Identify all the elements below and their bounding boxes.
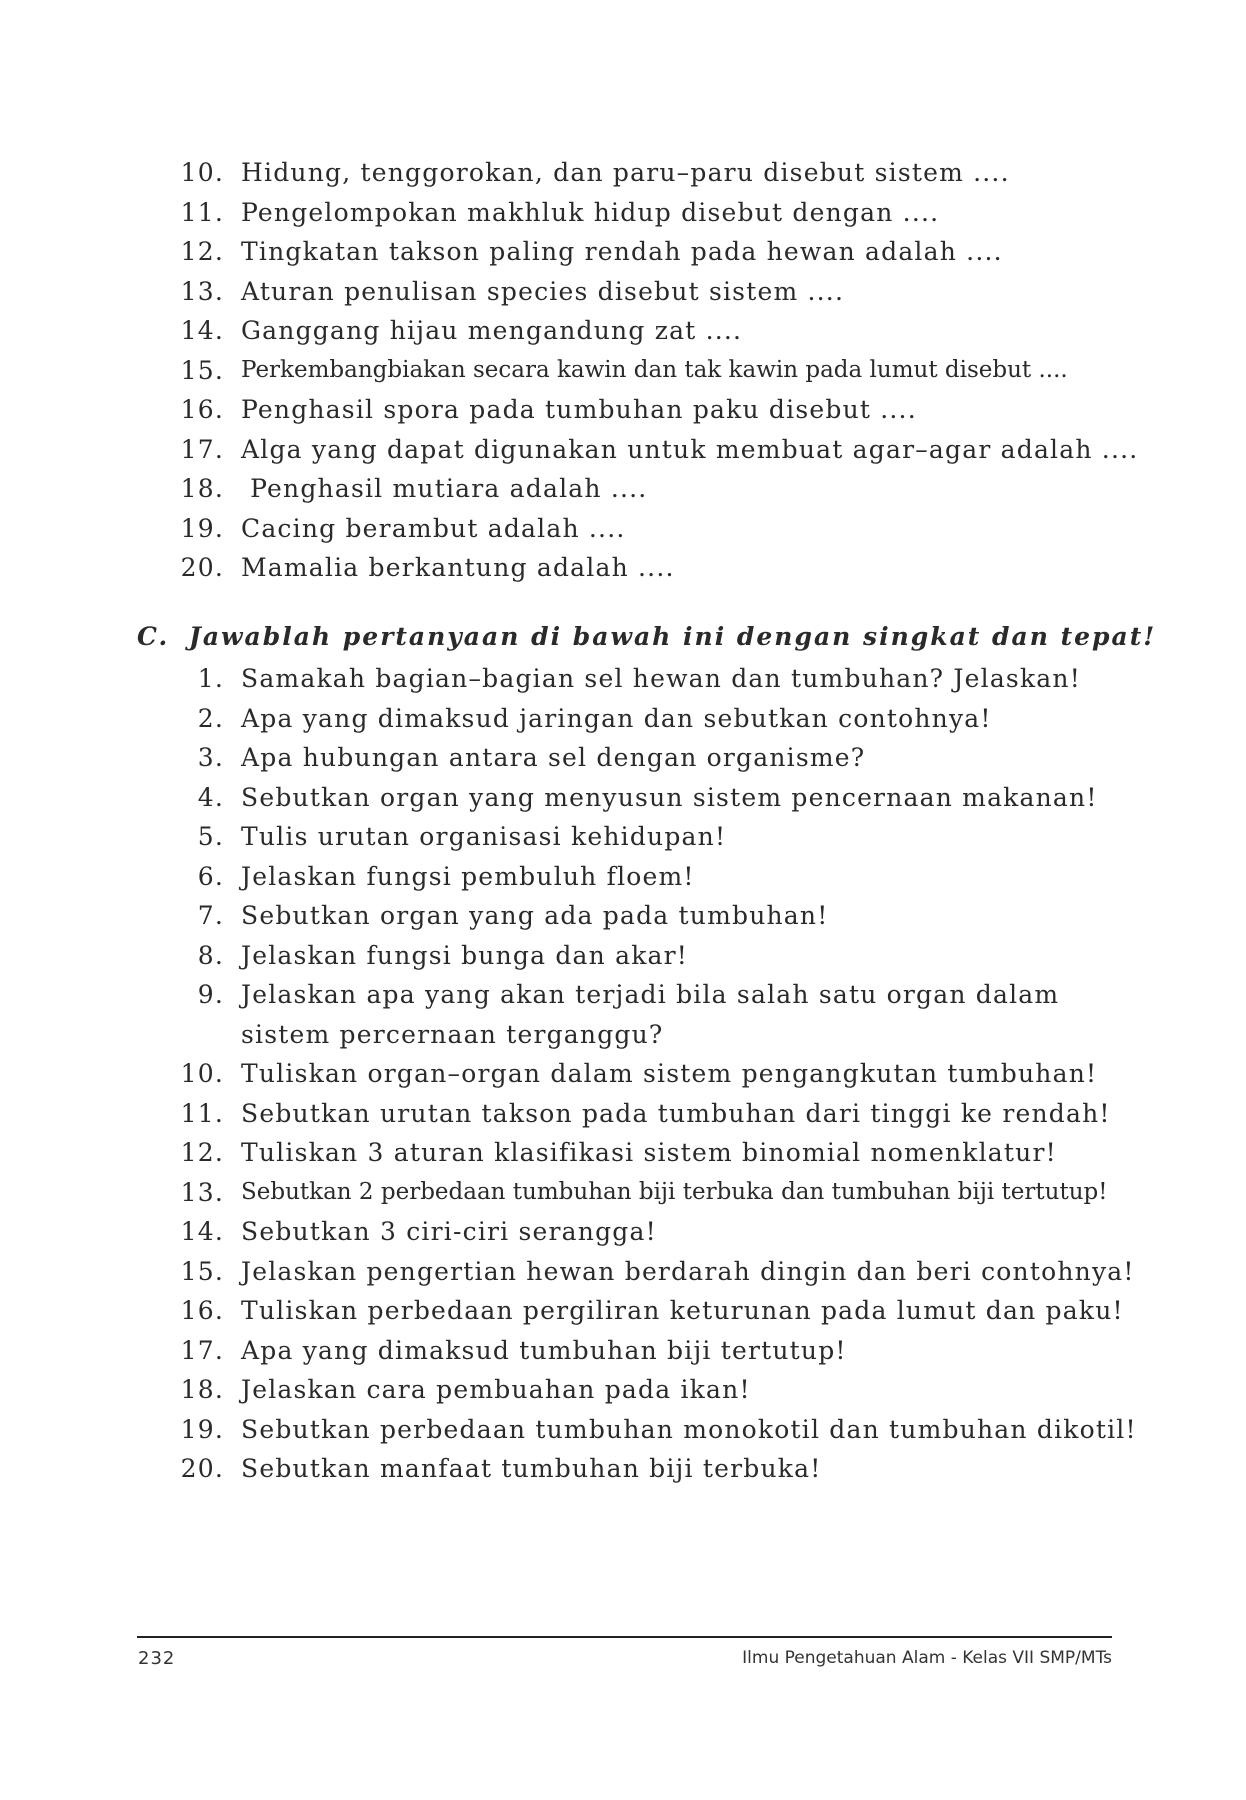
list-item bbox=[0, 193, 1246, 233]
item-text: Tingkatan takson paling rendah pada hewan adalah .... bbox=[241, 237, 1003, 266]
item-text: Penghasil spora pada tumbuhan paku disebut .... bbox=[241, 395, 917, 424]
item-text: Jelaskan apa yang akan terjadi bila salah satu organ dalam sistem percernaan terganggu? bbox=[241, 980, 1060, 1049]
item-text: Ganggang hijau mengandung zat .... bbox=[241, 316, 743, 345]
list-item bbox=[0, 1133, 1246, 1173]
item-text: Sebutkan 2 perbedaan tumbuhan biji terbuka dan tumbuhan biji tertutup! bbox=[241, 1178, 1108, 1205]
item-text: Tuliskan perbedaan pergiliran keturunan pada lumut dan paku! bbox=[241, 1296, 1124, 1325]
list-item bbox=[0, 699, 1246, 739]
item-text: Sebutkan perbedaan tumbuhan monokotil dan tumbuhan dikotil! bbox=[241, 1414, 1137, 1444]
item-text: Sebutkan 3 ciri-ciri serangga! bbox=[241, 1217, 657, 1246]
item-text: Tuliskan organ–organ dalam sistem pengangkutan tumbuhan! bbox=[241, 1059, 1098, 1088]
item-number: 12. bbox=[180, 237, 224, 266]
item-number: 7. bbox=[197, 901, 224, 930]
item-number: 20. bbox=[180, 1454, 224, 1483]
item-number: 19. bbox=[180, 513, 224, 543]
item-number: 13. bbox=[180, 276, 224, 306]
item-number: 10. bbox=[180, 158, 224, 187]
item-number: 18. bbox=[180, 1375, 224, 1404]
list-item bbox=[0, 1094, 1246, 1134]
item-number: 19. bbox=[180, 1414, 224, 1444]
item-number: 3. bbox=[197, 743, 224, 772]
item-text: Apa yang dimaksud tumbuhan biji tertutup! bbox=[241, 1335, 847, 1365]
list-item bbox=[0, 1410, 1246, 1450]
item-number: 9. bbox=[197, 980, 224, 1009]
item-text: Jelaskan fungsi pembuluh floem! bbox=[241, 861, 695, 891]
list-item bbox=[0, 778, 1246, 818]
item-text: Samakah bagian–bagian sel hewan dan tumbuhan? Jelaskan! bbox=[241, 664, 1081, 693]
item-text: Penghasil mutiara adalah .... bbox=[241, 474, 648, 503]
item-text: Alga yang dapat digunakan untuk membuat agar–agar adalah .... bbox=[241, 434, 1139, 464]
item-text: Cacing berambut adalah .... bbox=[241, 513, 626, 543]
list-item bbox=[0, 896, 1246, 936]
list-item bbox=[0, 1054, 1246, 1094]
item-number: 11. bbox=[180, 1098, 224, 1128]
list-item bbox=[0, 1449, 1246, 1489]
list-item bbox=[0, 975, 1246, 1054]
item-number: 15. bbox=[180, 1256, 224, 1286]
item-text: Apa yang dimaksud jaringan dan sebutkan contohnya! bbox=[241, 703, 992, 733]
list-item bbox=[0, 351, 1246, 391]
list-item bbox=[0, 390, 1246, 430]
item-text: Mamalia berkantung adalah .... bbox=[241, 553, 675, 582]
item-number: 17. bbox=[180, 434, 224, 464]
item-number: 1. bbox=[197, 664, 224, 693]
item-number: 5. bbox=[197, 822, 224, 851]
section-letter: C. bbox=[137, 622, 170, 651]
item-text: Sebutkan organ yang menyusun sistem pencernaan makanan! bbox=[241, 782, 1098, 812]
section-c-question-list bbox=[0, 659, 1246, 1489]
item-number: 16. bbox=[180, 1296, 224, 1325]
item-number: 11. bbox=[180, 197, 224, 227]
item-number: 8. bbox=[197, 940, 224, 970]
item-text: Sebutkan organ yang ada pada tumbuhan! bbox=[241, 901, 829, 930]
item-number: 16. bbox=[180, 395, 224, 424]
item-text: Jelaskan fungsi bunga dan akar! bbox=[241, 940, 689, 970]
list-item bbox=[0, 738, 1246, 778]
section-c-heading bbox=[137, 617, 1156, 657]
list-item bbox=[0, 1331, 1246, 1371]
item-text: Sebutkan urutan takson pada tumbuhan dari tinggi ke rendah! bbox=[241, 1098, 1111, 1128]
list-item bbox=[0, 509, 1246, 549]
item-number: 15. bbox=[180, 355, 224, 385]
list-item bbox=[0, 311, 1246, 351]
item-text: Jelaskan cara pembuahan pada ikan! bbox=[241, 1375, 751, 1404]
list-item bbox=[0, 857, 1246, 897]
item-text: Sebutkan manfaat tumbuhan biji terbuka! bbox=[241, 1454, 822, 1483]
list-item bbox=[0, 1212, 1246, 1252]
section-b-question-list bbox=[0, 153, 1246, 588]
item-number: 14. bbox=[180, 1217, 224, 1246]
list-item bbox=[0, 548, 1246, 588]
item-number: 14. bbox=[180, 316, 224, 345]
item-number: 18. bbox=[180, 474, 224, 503]
item-text: Tulis urutan organisasi kehidupan! bbox=[241, 822, 727, 851]
list-item bbox=[0, 817, 1246, 857]
list-item bbox=[0, 659, 1246, 699]
list-item bbox=[0, 232, 1246, 272]
list-item bbox=[0, 1370, 1246, 1410]
section-instruction: Jawablah pertanyaan di bawah ini dengan singkat dan tepat! bbox=[189, 622, 1157, 651]
item-text: Hidung, tenggorokan, dan paru–paru disebut sistem .... bbox=[241, 158, 1010, 187]
list-item bbox=[0, 1252, 1246, 1292]
list-item bbox=[0, 272, 1246, 312]
page-number: 232 bbox=[138, 1648, 176, 1669]
list-item bbox=[0, 1173, 1246, 1213]
item-number: 13. bbox=[180, 1177, 224, 1207]
item-number: 20. bbox=[180, 553, 224, 582]
item-text: Perkembangbiakan secara kawin dan tak kawin pada lumut disebut .... bbox=[241, 356, 1068, 383]
list-item bbox=[0, 1291, 1246, 1331]
item-text: Tuliskan 3 aturan klasifikasi sistem binomial nomenklatur! bbox=[241, 1138, 1057, 1167]
item-text: Pengelompokan makhluk hidup disebut dengan .... bbox=[241, 197, 940, 227]
list-item bbox=[0, 430, 1246, 470]
list-item bbox=[0, 153, 1246, 193]
item-text: Apa hubungan antara sel dengan organisme? bbox=[241, 743, 866, 772]
item-number: 2. bbox=[197, 703, 224, 733]
item-number: 4. bbox=[197, 782, 224, 812]
list-item bbox=[0, 469, 1246, 509]
running-footer-title: Ilmu Pengetahuan Alam - Kelas VII SMP/MTs bbox=[742, 1648, 1112, 1668]
item-number: 6. bbox=[197, 861, 224, 891]
item-number: 10. bbox=[180, 1059, 224, 1088]
item-number: 12. bbox=[180, 1138, 224, 1167]
item-text: Aturan penulisan species disebut sistem .... bbox=[241, 276, 845, 306]
footer-divider bbox=[137, 1636, 1112, 1638]
list-item bbox=[0, 936, 1246, 976]
item-number: 17. bbox=[180, 1335, 224, 1365]
item-text: Jelaskan pengertian hewan berdarah dingin dan beri contohnya! bbox=[241, 1256, 1135, 1286]
